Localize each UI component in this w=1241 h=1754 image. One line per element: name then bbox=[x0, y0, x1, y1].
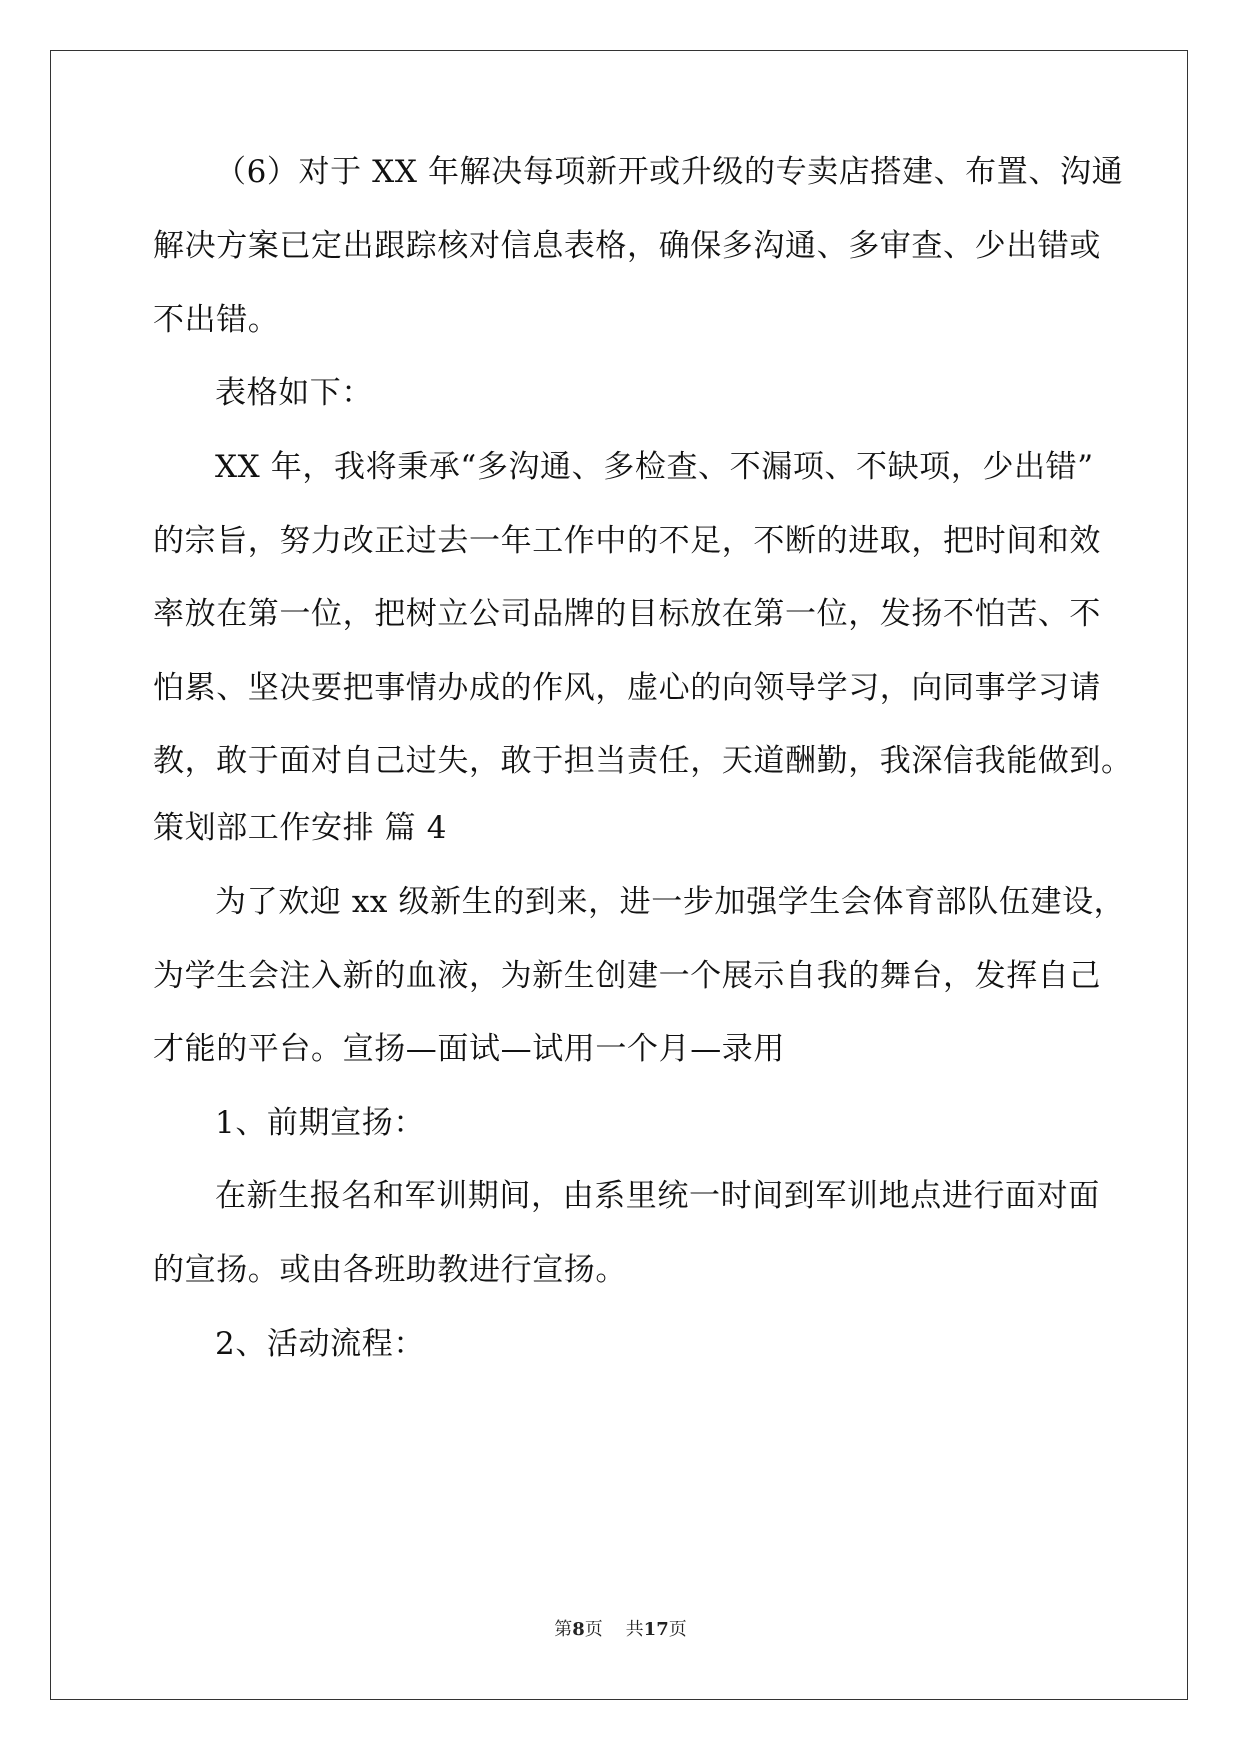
section-heading: 策划部工作安排 篇 4 bbox=[153, 810, 448, 846]
paragraph-line: 的宗旨，努力改正过去一年工作中的不足，不断的进取，把时间和效 bbox=[153, 523, 1101, 559]
list-heading: 2、活动流程： bbox=[215, 1326, 425, 1362]
paragraph-line: （6）对于 XX 年解决每项新开或升级的专卖店搭建、布置、沟通 bbox=[215, 154, 1124, 190]
paragraph-line: 为了欢迎 xx 级新生的到来，进一步加强学生会体育部队伍建设， bbox=[215, 884, 1126, 920]
paragraph-line: 怕累、坚决要把事情办成的作风，虚心的向领导学习，向同事学习请 bbox=[153, 670, 1101, 706]
paragraph-line: 的宣扬。或由各班助教进行宣扬。 bbox=[153, 1252, 627, 1288]
footer-page-unit: 页 bbox=[584, 1619, 603, 1640]
current-page-number: 8 bbox=[572, 1619, 585, 1640]
paragraph-line: 率放在第一位，把树立公司品牌的目标放在第一位，发扬不怕苦、不 bbox=[153, 596, 1101, 632]
footer-prefix: 第 bbox=[554, 1619, 573, 1640]
list-heading: 1、前期宣扬： bbox=[215, 1105, 425, 1141]
paragraph-line: 不出错。 bbox=[153, 302, 280, 338]
page-border bbox=[50, 50, 1188, 1700]
paragraph-line: 表格如下： bbox=[215, 375, 373, 411]
paragraph-line: 为学生会注入新的血液，为新生创建一个展示自我的舞台，发挥自己 bbox=[153, 958, 1101, 994]
footer-total-prefix: 共 bbox=[625, 1619, 644, 1640]
page-footer bbox=[0, 1618, 1241, 1642]
total-page-count: 17 bbox=[643, 1619, 669, 1640]
paragraph-line: 在新生报名和军训期间，由系里统一时间到军训地点进行面对面 bbox=[215, 1178, 1100, 1214]
footer-total-unit: 页 bbox=[668, 1619, 687, 1640]
paragraph-line: 才能的平台。宣扬—面试—试用一个月—录用 bbox=[153, 1031, 785, 1067]
paragraph-line: XX 年，我将秉承“多沟通、多检查、不漏项、不缺项，少出错” bbox=[215, 449, 1094, 485]
paragraph-line: 解决方案已定出跟踪核对信息表格，确保多沟通、多审查、少出错或 bbox=[153, 228, 1101, 264]
paragraph-line: 教，敢于面对自己过失，敢于担当责任，天道酬勤，我深信我能做到。 bbox=[153, 743, 1133, 779]
